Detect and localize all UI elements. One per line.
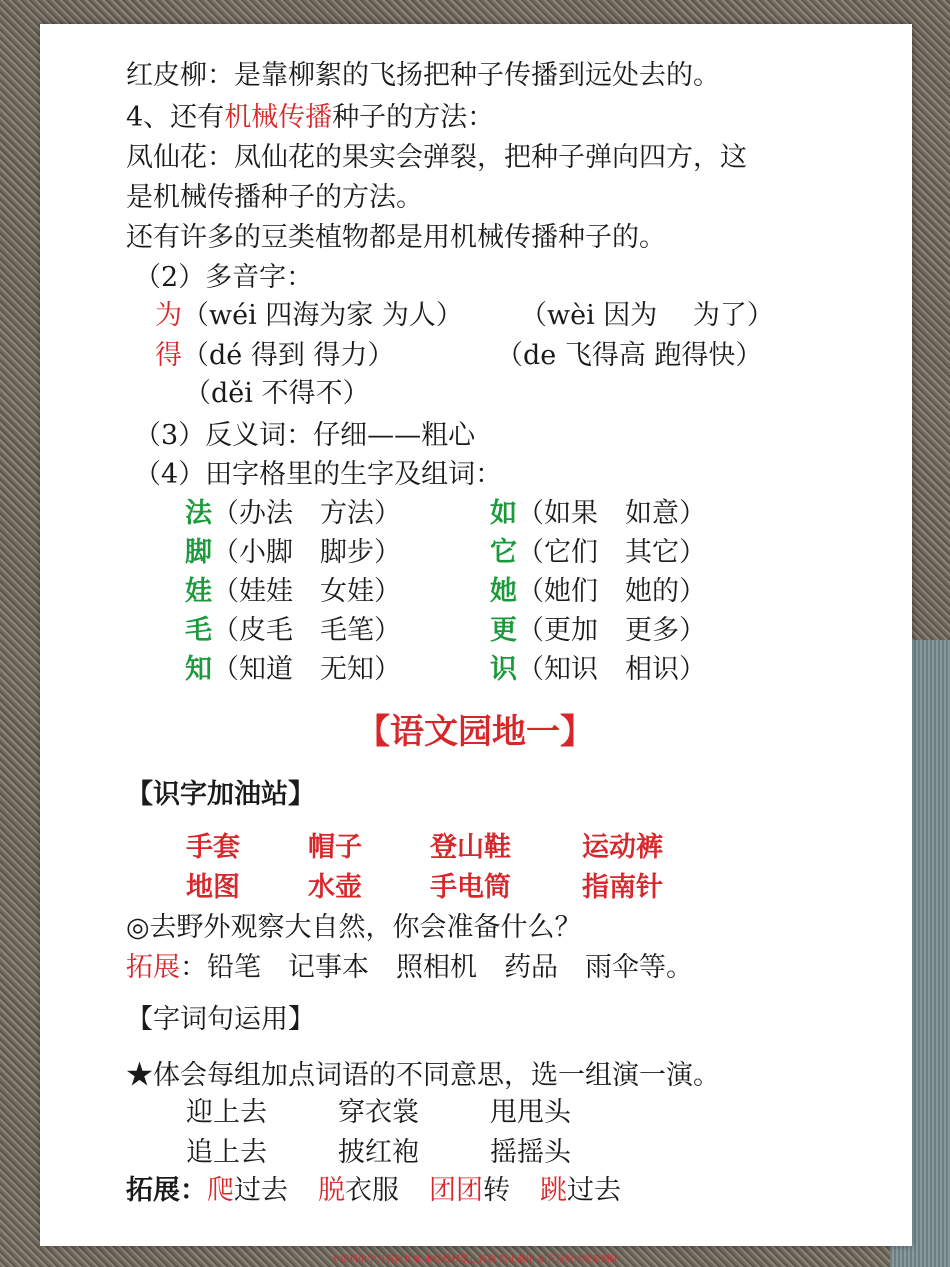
char-words: （皮毛 毛笔） [212, 615, 401, 646]
text: 转 [483, 1175, 510, 1206]
phrase: 甩甩头 [490, 1097, 571, 1128]
new-char: 毛 [185, 615, 212, 646]
supply-item: 运动裤 [582, 832, 663, 863]
subsection-title: 【字词句运用】 [126, 1004, 315, 1035]
char-entry [490, 652, 706, 688]
char-entry [490, 496, 706, 532]
extension-phrase [540, 1175, 621, 1206]
phrase: 摇摇头 [490, 1137, 571, 1168]
highlight-text: 爬 [207, 1175, 234, 1206]
phrase: 披红袍 [338, 1137, 419, 1168]
text: （dé 得到 得力） [182, 340, 395, 371]
highlight-text: 团团 [429, 1175, 483, 1206]
char-entry [490, 574, 706, 610]
char-entry [185, 574, 401, 610]
text-line: （3）反义词：仔细——粗心 [134, 420, 476, 451]
extension-phrase [429, 1175, 510, 1206]
supply-item: 登山鞋 [430, 832, 511, 863]
phrase: 穿衣裳 [338, 1097, 419, 1128]
char-words: （知道 无知） [212, 654, 401, 685]
polyphone-line [155, 298, 463, 334]
text: 过去 [234, 1175, 288, 1206]
text: 种子的方法： [332, 102, 495, 133]
highlight-text: 机械传播 [224, 102, 333, 133]
char-words: （她们 她的） [517, 576, 706, 607]
polyphone-line: （děi 不得不） [184, 378, 370, 409]
char-words: （如果 如意） [517, 498, 706, 529]
polyphone-char: 得 [155, 340, 182, 371]
text-line: 还有许多的豆类植物都是用机械传播种子的。 [126, 222, 666, 253]
extension-line-2 [126, 1173, 651, 1209]
new-char: 脚 [185, 537, 212, 568]
new-char: 如 [490, 498, 517, 529]
extension-label: 拓展： [126, 1175, 207, 1206]
char-entry [185, 535, 401, 571]
section-title: 【语文园地一】 [356, 712, 594, 752]
char-entry [490, 613, 706, 649]
new-char: 知 [185, 654, 212, 685]
text-line: （2）多音字： [134, 262, 314, 293]
char-entry [185, 496, 401, 532]
text: 衣服 [345, 1175, 399, 1206]
char-entry [185, 613, 401, 649]
text-line: （4）田字格里的生字及组词： [134, 459, 503, 490]
polyphone-line: （wèi 因为 为了） [520, 300, 774, 331]
new-char: 娃 [185, 576, 212, 607]
extension-phrase [207, 1175, 288, 1206]
text-line: 是机械传播种子的方法。 [126, 182, 423, 213]
task-line: ★体会每组加点词语的不同意思，选一组演一演。 [126, 1060, 720, 1091]
new-char: 法 [185, 498, 212, 529]
text-line: 凤仙花：凤仙花的果实会弹裂，把种子弹向四方，这 [126, 142, 747, 173]
new-char: 她 [490, 576, 517, 607]
text: （wéi 四海为家 为人） [182, 300, 463, 331]
footer-watermark: 本资料由学习资料共享 未经授权禁止转载 禁止商用 如有侵权请联系删除 [331, 1255, 619, 1265]
phrase: 迎上去 [186, 1097, 267, 1128]
polyphone-line: （de 飞得高 跑得快） [496, 340, 763, 371]
new-char: 识 [490, 654, 517, 685]
supply-item: 帽子 [308, 832, 362, 863]
new-char: 更 [490, 615, 517, 646]
highlight-text: 脱 [318, 1175, 345, 1206]
highlight-text: 跳 [540, 1175, 567, 1206]
char-words: （小脚 脚步） [212, 537, 401, 568]
phrase: 追上去 [186, 1137, 267, 1168]
extension-phrase [318, 1175, 399, 1206]
subsection-title: 【识字加油站】 [126, 779, 315, 810]
polyphone-line [155, 338, 394, 374]
supply-item: 手套 [186, 832, 240, 863]
text-line: 红皮柳：是靠柳絮的飞扬把种子传播到远处去的。 [126, 60, 720, 91]
new-char: 它 [490, 537, 517, 568]
char-words: （更加 更多） [517, 615, 706, 646]
text: 4、还有 [126, 102, 225, 133]
extension-label: 拓展 [126, 952, 180, 983]
extension-items [207, 1175, 651, 1206]
char-entry [490, 535, 706, 571]
text: 过去 [567, 1175, 621, 1206]
supply-item: 地图 [186, 872, 240, 903]
supply-item: 水壶 [308, 872, 362, 903]
supply-item: 指南针 [582, 872, 663, 903]
supply-item: 手电筒 [430, 872, 511, 903]
char-words: （娃娃 女娃） [212, 576, 401, 607]
extension-line [126, 950, 693, 986]
char-words: （它们 其它） [517, 537, 706, 568]
char-words: （知识 相识） [517, 654, 706, 685]
text-line [126, 100, 494, 136]
question-line: ◎去野外观察大自然，你会准备什么？ [126, 912, 582, 943]
polyphone-char: 为 [155, 300, 182, 331]
extension-text: ：铅笔 记事本 照相机 药品 雨伞等。 [180, 952, 693, 983]
char-entry [185, 652, 401, 688]
char-words: （办法 方法） [212, 498, 401, 529]
